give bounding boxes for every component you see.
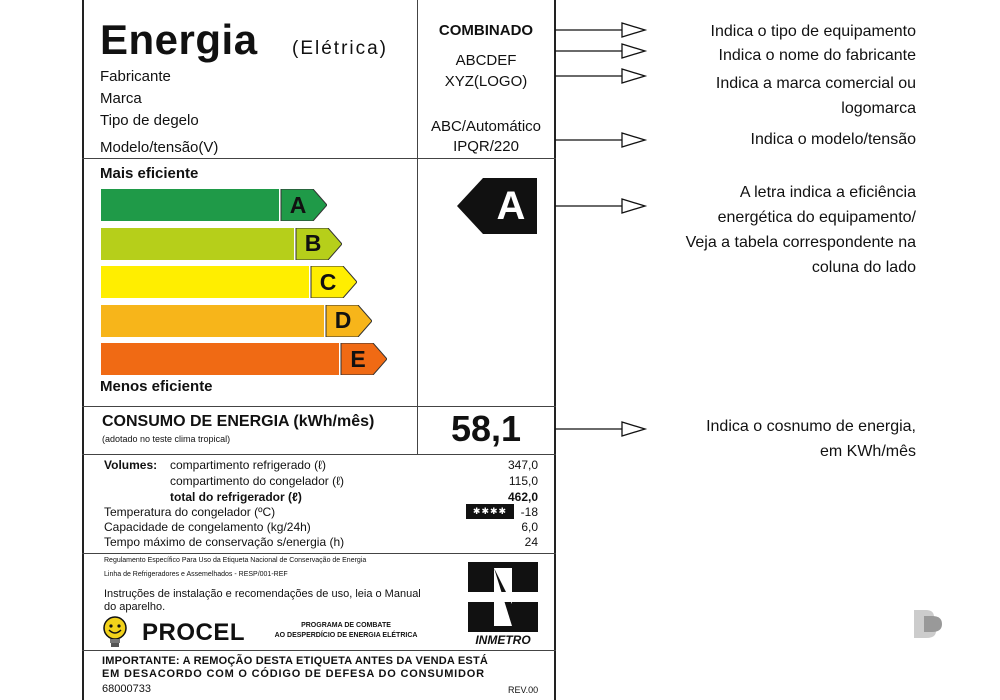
- importante-line-1: IMPORTANTE: A REMOÇÃO DESTA ETIQUETA ANTES DA VENDA ESTÁ: [102, 655, 489, 667]
- procel-logo-text: PROCEL: [142, 619, 246, 646]
- spec-label-total: total do refrigerador (ℓ): [170, 490, 302, 504]
- efficiency-letter-b: B: [304, 230, 322, 256]
- consumo-value: 58,1: [450, 408, 522, 449]
- watermark-logo-icon: [912, 608, 944, 640]
- scale-top-label: Mais eficiente: [100, 165, 199, 182]
- field-tipo-degelo: Tipo de degelo: [100, 112, 199, 129]
- spec-label-refrigerado: compartimento refrigerado (ℓ): [170, 458, 326, 472]
- spec-value-total: 462,0: [507, 490, 538, 504]
- value-marca: XYZ(LOGO): [444, 73, 528, 90]
- field-marca: Marca: [100, 90, 142, 107]
- field-modelo: Modelo/tensão(V): [100, 139, 219, 156]
- procel-program-line-2: AO DESPERDÍCIO DE ENERGIA ELÉTRICA: [274, 632, 418, 639]
- spec-label-congelador: compartimento do congelador (ℓ): [170, 474, 344, 488]
- spec-prefix-volumes: Volumes:: [104, 458, 158, 472]
- label-subtitle: (Elétrica): [292, 38, 389, 59]
- spec-value-tempo: 24: [524, 535, 538, 549]
- consumo-title: CONSUMO DE ENERGIA (kWh/mês): [102, 413, 375, 430]
- label-revision: REV.00: [508, 685, 539, 695]
- regulamento-line-2: Linha de Refrigeradores e Assemelhados - RESP/001-REF: [104, 571, 288, 578]
- annotation-marca: Indica a marca comercial ou logomarca: [715, 75, 916, 117]
- value-modelo: IPQR/220: [453, 138, 519, 155]
- label-title: Energia: [100, 16, 258, 63]
- spec-value-refrigerado: 347,0: [507, 458, 538, 472]
- efficiency-letter-a: A: [289, 191, 307, 218]
- annotation-eficiencia: A letra indica a eficiência energética do equipamento/ Veja a tabela correspondente na coluna do lado: [685, 184, 916, 276]
- value-degelo: ABC/Automático: [430, 118, 542, 135]
- spec-value-temperatura: -18: [520, 505, 538, 519]
- consumo-note: (adotado no teste clima tropical): [102, 434, 231, 444]
- instrucoes-line-1: Instruções de instalação e recomendações de uso, leia o Manual: [104, 588, 421, 600]
- annotation-tipo: Indica o tipo de equipamento: [710, 23, 916, 40]
- spec-value-congelador: 115,0: [508, 474, 538, 488]
- rating-letter: A: [496, 184, 526, 228]
- label-code: 68000733: [102, 683, 151, 695]
- efficiency-letter-e: E: [350, 345, 366, 372]
- annotation-modelo: Indica o modelo/tensão: [750, 131, 916, 148]
- instrucoes-line-2: do aparelho.: [104, 601, 166, 613]
- value-fabricante: ABCDEF: [455, 52, 517, 69]
- inmetro-label: INMETRO: [475, 633, 531, 647]
- efficiency-letter-c: C: [319, 268, 337, 295]
- procel-program-line-1: PROGRAMA DE COMBATE: [301, 622, 391, 629]
- field-fabricante: Fabricante: [100, 68, 171, 85]
- value-tipo: COMBINADO: [438, 22, 534, 39]
- spec-label-temperatura: Temperatura do congelador (ºC): [104, 505, 276, 519]
- freezer-stars-icon: ✱✱✱✱: [466, 504, 514, 519]
- spec-label-capacidade: Capacidade de congelamento (kg/24h): [104, 520, 311, 534]
- annotation-consumo: Indica o cosnumo de energia, em KWh/mês: [706, 418, 916, 460]
- regulamento-line-1: Regulamento Específico Para Uso da Etiqueta Nacional de Conservação de Energia: [104, 557, 367, 564]
- efficiency-letter-d: D: [334, 307, 352, 333]
- spec-label-tempo: Tempo máximo de conservação s/energia (h): [104, 535, 345, 549]
- scale-bottom-label: Menos eficiente: [100, 378, 213, 395]
- spec-value-capacidade: 6,0: [521, 520, 538, 534]
- annotation-fabricante: Indica o nome do fabricante: [718, 47, 916, 64]
- importante-line-2: EM DESACORDO COM O CÓDIGO DE DEFESA DO CONSUMIDOR: [102, 668, 485, 680]
